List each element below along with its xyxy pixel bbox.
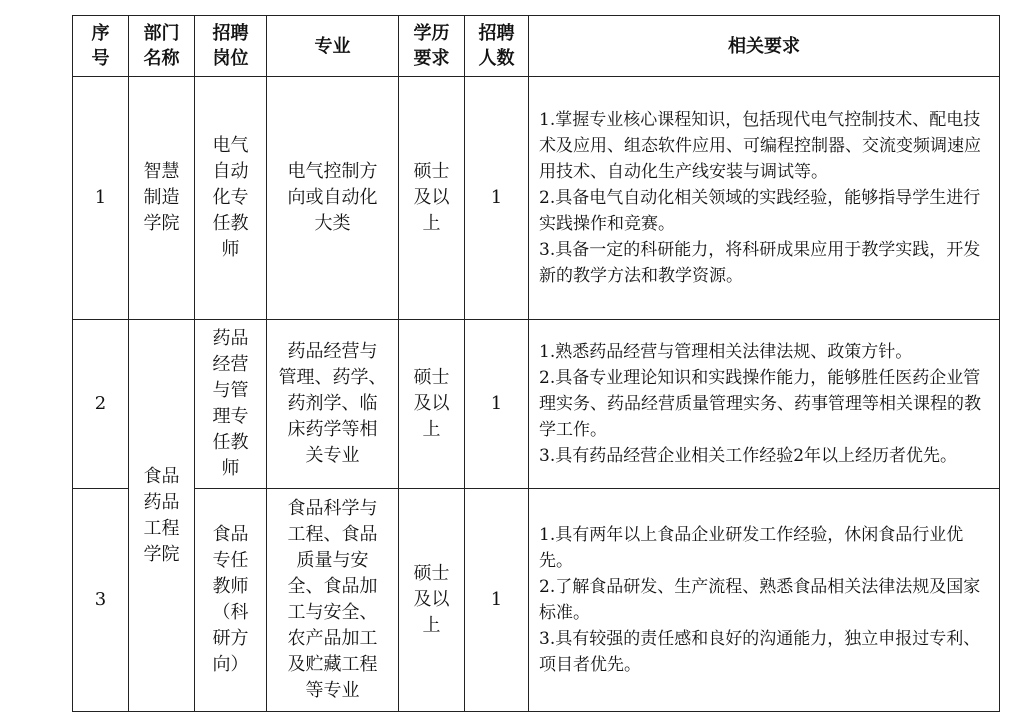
requirement-item: 2.具备电气自动化相关领域的实践经验，能够指导学生进行实践操作和竞赛。 — [539, 188, 981, 234]
header-index: 序 号 — [73, 16, 129, 77]
row-index: 2 — [73, 320, 129, 489]
row-major: 食品科学与 工程、食品 质量与安 全、食品加 工与安全、 农产品加工 及贮藏工程 等专业 — [267, 489, 399, 712]
dept-name: 智慧 制造 学院 — [129, 77, 195, 320]
row-degree: 硕士 及以 上 — [399, 489, 465, 712]
row-index: 3 — [73, 489, 129, 712]
requirement-item: 1.熟悉药品经营与管理相关法律法规、政策方针。 — [539, 342, 913, 362]
header-dept: 部门 名称 — [129, 16, 195, 77]
requirement-item: 2.具备专业理论知识和实践操作能力，能够胜任医药企业管理实务、药品经营质量管理实务、药事管理等相关课程的教学工作。 — [539, 368, 981, 440]
header-count: 招聘 人数 — [465, 16, 529, 77]
header-row — [73, 16, 1000, 77]
row-index: 1 — [73, 77, 129, 320]
row-requirements — [529, 489, 1000, 712]
requirement-item: 1.掌握专业核心课程知识，包括现代电气控制技术、配电技术及应用、组态软件应用、可编程控制器、交流变频调速应用技术、自动化生产线安装与调试等。 — [539, 110, 981, 182]
row-position: 药品 经营 与管 理专 任教 师 — [195, 320, 267, 489]
row-requirements — [529, 77, 1000, 320]
header-major: 专业 — [267, 16, 399, 77]
row-count: 1 — [465, 320, 529, 489]
requirement-item: 2.了解食品研发、生产流程、熟悉食品相关法律法规及国家标准。 — [539, 577, 981, 623]
row-requirements — [529, 320, 1000, 489]
header-position: 招聘 岗位 — [195, 16, 267, 77]
requirement-item: 3.具有药品经营企业相关工作经验2年以上经历者优先。 — [539, 446, 958, 466]
recruitment-table — [72, 15, 1000, 712]
table-row — [73, 77, 1000, 320]
requirement-item: 1.具有两年以上食品企业研发工作经验，休闲食品行业优先。 — [539, 525, 964, 571]
header-degree: 学历 要求 — [399, 16, 465, 77]
row-count: 1 — [465, 77, 529, 320]
row-position: 食品 专任 教师 （科 研方 向） — [195, 489, 267, 712]
requirement-item: 3.具有较强的责任感和良好的沟通能力，独立申报过专利、项目者优先。 — [539, 629, 981, 675]
row-count: 1 — [465, 489, 529, 712]
row-degree: 硕士 及以 上 — [399, 320, 465, 489]
table-row — [73, 489, 1000, 712]
dept-name: 食品 药品 工程 学院 — [129, 320, 195, 712]
row-major: 电气控制方 向或自动化 大类 — [267, 77, 399, 320]
row-major: 药品经营与 管理、药学、 药剂学、临 床药学等相 关专业 — [267, 320, 399, 489]
requirement-item: 3.具备一定的科研能力，将科研成果应用于教学实践，开发新的教学方法和教学资源。 — [539, 240, 981, 286]
header-requirements: 相关要求 — [529, 16, 1000, 77]
row-degree: 硕士 及以 上 — [399, 77, 465, 320]
table-row — [73, 320, 1000, 489]
row-position: 电气 自动 化专 任教 师 — [195, 77, 267, 320]
